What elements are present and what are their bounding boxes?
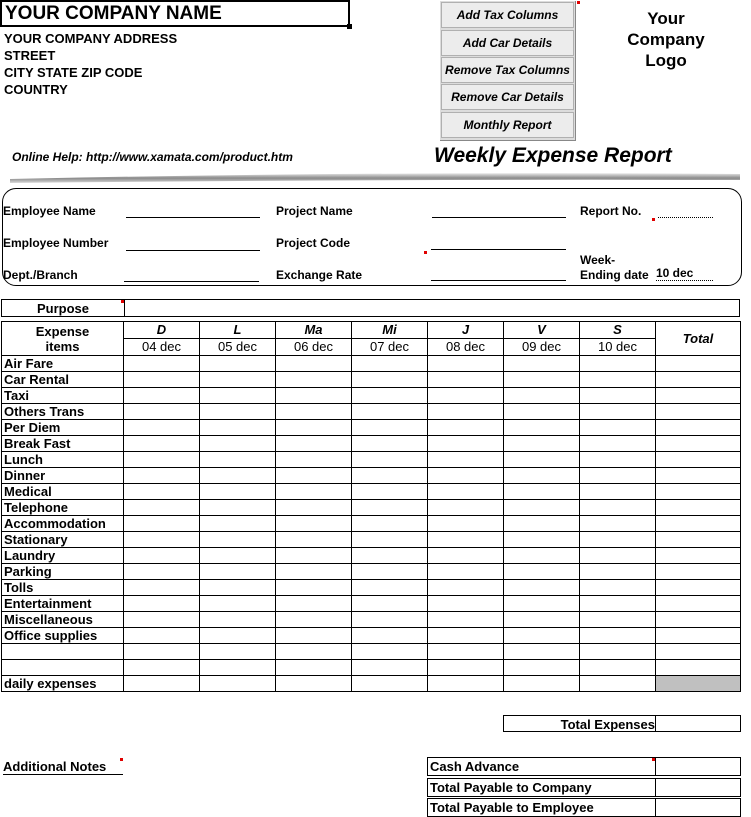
date-header: 09 dec <box>504 339 580 356</box>
expense-cell[interactable] <box>124 596 200 612</box>
table-row <box>2 612 741 628</box>
expense-cell[interactable] <box>276 612 352 628</box>
expense-cell[interactable] <box>200 356 276 372</box>
expense-items-header <box>2 322 124 356</box>
day-header: D <box>124 322 200 339</box>
title-swoosh <box>10 170 740 184</box>
day-header: Ma <box>276 322 352 339</box>
report-no-field[interactable] <box>658 203 713 218</box>
expense-cell[interactable] <box>428 484 504 500</box>
table-header-days <box>2 322 741 339</box>
payable-company-value[interactable] <box>656 779 740 796</box>
employee-name-label: Employee Name <box>3 204 96 218</box>
expense-cell[interactable] <box>200 500 276 516</box>
expense-cell[interactable] <box>580 404 656 420</box>
project-code-label: Project Code <box>276 236 351 250</box>
expense-cell[interactable] <box>200 532 276 548</box>
expense-cell[interactable] <box>656 404 741 420</box>
expense-cell[interactable] <box>200 628 276 644</box>
expense-cell[interactable] <box>656 596 741 612</box>
expense-cell[interactable] <box>124 468 200 484</box>
day-header: V <box>504 322 580 339</box>
expense-cell[interactable] <box>352 548 428 564</box>
expense-cell[interactable] <box>352 516 428 532</box>
expense-category: Lunch <box>2 452 124 468</box>
expense-cell[interactable] <box>656 388 741 404</box>
comment-marker <box>652 758 655 761</box>
expense-cell[interactable] <box>656 436 741 452</box>
employee-number-field[interactable] <box>126 236 260 251</box>
table-row <box>2 388 741 404</box>
expense-category: Car Rental <box>2 372 124 388</box>
day-header: J <box>428 322 504 339</box>
expense-cell[interactable] <box>352 644 428 660</box>
expense-cell[interactable] <box>352 564 428 580</box>
date-header: 04 dec <box>124 339 200 356</box>
logo-line-2: Company <box>627 30 705 49</box>
company-country: COUNTRY <box>4 82 68 97</box>
total-expenses-row <box>503 715 741 732</box>
total-column-header: Total <box>656 322 741 356</box>
expense-cell[interactable] <box>428 388 504 404</box>
daily-expenses-row <box>2 676 741 692</box>
expense-cell[interactable] <box>656 580 741 596</box>
expense-cell[interactable] <box>580 580 656 596</box>
total-expenses-value[interactable] <box>656 716 740 731</box>
expense-cell[interactable] <box>200 612 276 628</box>
expense-cell[interactable] <box>200 484 276 500</box>
expense-cell[interactable] <box>124 420 200 436</box>
expense-cell[interactable] <box>428 468 504 484</box>
expense-cell[interactable] <box>200 516 276 532</box>
purpose-divider <box>124 300 125 316</box>
expense-cell[interactable] <box>124 484 200 500</box>
expense-cell[interactable] <box>124 404 200 420</box>
expense-cell[interactable] <box>504 660 580 676</box>
expense-category: Air Fare <box>2 356 124 372</box>
expense-cell[interactable] <box>124 516 200 532</box>
expense-cell[interactable] <box>580 436 656 452</box>
daily-total-cell[interactable] <box>276 676 352 692</box>
expense-cell[interactable] <box>504 420 580 436</box>
expense-cell[interactable] <box>580 564 656 580</box>
expense-cell[interactable] <box>504 484 580 500</box>
daily-total-cell[interactable] <box>656 676 741 692</box>
expense-cell[interactable] <box>428 612 504 628</box>
expense-cell[interactable] <box>124 356 200 372</box>
employee-number-label: Employee Number <box>3 236 109 250</box>
expense-category: Miscellaneous <box>2 612 124 628</box>
week-ending-date-field[interactable]: 10 dec <box>656 266 713 281</box>
expense-cell[interactable] <box>200 452 276 468</box>
expense-cell[interactable] <box>580 516 656 532</box>
expense-category: Entertainment <box>2 596 124 612</box>
expense-cell[interactable] <box>656 452 741 468</box>
project-name-label: Project Name <box>276 204 353 218</box>
expense-cell[interactable] <box>276 356 352 372</box>
expense-cell[interactable] <box>428 644 504 660</box>
expense-cell[interactable] <box>580 500 656 516</box>
expense-cell[interactable] <box>504 532 580 548</box>
day-header: L <box>200 322 276 339</box>
expense-cell[interactable] <box>504 548 580 564</box>
table-row <box>2 660 741 676</box>
expense-cell[interactable] <box>200 372 276 388</box>
expense-cell[interactable] <box>428 532 504 548</box>
payable-employee-value[interactable] <box>656 799 740 816</box>
expense-cell[interactable] <box>352 436 428 452</box>
expense-category: Dinner <box>2 468 124 484</box>
expense-cell[interactable] <box>656 420 741 436</box>
expense-cell[interactable] <box>124 436 200 452</box>
payable-employee-label: Total Payable to Employee <box>430 800 594 815</box>
comment-marker <box>120 758 123 761</box>
table-row <box>2 532 741 548</box>
date-header: 10 dec <box>580 339 656 356</box>
table-row <box>2 548 741 564</box>
date-header: 06 dec <box>276 339 352 356</box>
expense-cell[interactable] <box>656 356 741 372</box>
expense-cell[interactable] <box>656 644 741 660</box>
expense-cell[interactable] <box>656 628 741 644</box>
expense-cell[interactable] <box>200 548 276 564</box>
date-header: 07 dec <box>352 339 428 356</box>
cash-advance-value[interactable] <box>656 758 740 775</box>
week-ending-label-2: Ending date <box>580 268 649 282</box>
company-name[interactable]: YOUR COMPANY NAME <box>0 0 350 27</box>
expense-cell[interactable] <box>656 500 741 516</box>
expense-cell[interactable] <box>656 468 741 484</box>
table-row <box>2 500 741 516</box>
expense-cell[interactable] <box>276 500 352 516</box>
expense-cell[interactable] <box>428 564 504 580</box>
expense-cell[interactable] <box>276 388 352 404</box>
expense-cell[interactable] <box>504 404 580 420</box>
expense-cell[interactable] <box>428 356 504 372</box>
expense-cell[interactable] <box>276 420 352 436</box>
expense-cell[interactable] <box>428 596 504 612</box>
expense-cell[interactable] <box>276 644 352 660</box>
total-expenses-label: Total Expenses <box>560 717 655 732</box>
comment-marker <box>121 300 124 303</box>
expense-cell[interactable] <box>428 500 504 516</box>
expense-cell[interactable] <box>580 420 656 436</box>
day-header: Mi <box>352 322 428 339</box>
expense-cell[interactable] <box>504 468 580 484</box>
daily-total-cell[interactable] <box>200 676 276 692</box>
expense-cell[interactable] <box>580 388 656 404</box>
expense-cell[interactable] <box>352 660 428 676</box>
expense-cell[interactable] <box>124 388 200 404</box>
expense-cell[interactable] <box>504 388 580 404</box>
dept-branch-field[interactable] <box>124 267 259 282</box>
table-row <box>2 484 741 500</box>
expense-cell[interactable] <box>428 516 504 532</box>
expense-cell[interactable] <box>124 372 200 388</box>
expense-cell[interactable] <box>276 548 352 564</box>
expense-cell[interactable] <box>504 628 580 644</box>
expense-cell[interactable] <box>352 356 428 372</box>
expense-cell[interactable] <box>276 468 352 484</box>
table-row <box>2 420 741 436</box>
expense-cell[interactable] <box>656 612 741 628</box>
expense-cell[interactable] <box>124 612 200 628</box>
expense-category: Accommodation <box>2 516 124 532</box>
expense-category: Stationary <box>2 532 124 548</box>
employee-name-field[interactable] <box>126 203 260 218</box>
expense-cell[interactable] <box>580 468 656 484</box>
expense-cell[interactable] <box>276 580 352 596</box>
expense-cell[interactable] <box>656 372 741 388</box>
expense-cell[interactable] <box>276 660 352 676</box>
payable-employee-row <box>427 798 741 817</box>
report-no-label: Report No. <box>580 204 642 218</box>
expense-cell[interactable] <box>276 596 352 612</box>
expense-cell[interactable] <box>352 484 428 500</box>
expense-cell[interactable] <box>200 596 276 612</box>
expense-cell[interactable] <box>504 452 580 468</box>
remove-car-details-button[interactable]: Remove Car Details <box>441 84 574 110</box>
expense-cell[interactable] <box>428 436 504 452</box>
expense-cell[interactable] <box>124 532 200 548</box>
expense-cell[interactable] <box>352 404 428 420</box>
expense-cell[interactable] <box>276 436 352 452</box>
table-row <box>2 628 741 644</box>
expense-cell[interactable] <box>580 612 656 628</box>
expense-category: Tolls <box>2 580 124 596</box>
expense-cell[interactable] <box>200 388 276 404</box>
daily-total-cell[interactable] <box>580 676 656 692</box>
expense-cell[interactable] <box>504 372 580 388</box>
report-title: Weekly Expense Report <box>434 144 672 167</box>
exchange-rate-field[interactable] <box>431 266 566 281</box>
expense-category: Medical <box>2 484 124 500</box>
expense-cell[interactable] <box>428 548 504 564</box>
expense-cell[interactable] <box>656 548 741 564</box>
expense-cell[interactable] <box>352 628 428 644</box>
expense-cell[interactable] <box>580 484 656 500</box>
expense-cell[interactable] <box>580 644 656 660</box>
expense-cell[interactable] <box>580 628 656 644</box>
table-row <box>2 596 741 612</box>
table-row <box>2 644 741 660</box>
comment-marker <box>652 218 655 221</box>
expense-cell[interactable] <box>504 596 580 612</box>
purpose-label: Purpose <box>36 301 89 316</box>
expense-cell[interactable] <box>580 596 656 612</box>
expense-cell[interactable] <box>124 548 200 564</box>
expense-category: Taxi <box>2 388 124 404</box>
expense-cell[interactable] <box>352 500 428 516</box>
expense-category <box>2 660 124 676</box>
expense-cell[interactable] <box>504 356 580 372</box>
table-row <box>2 516 741 532</box>
expense-cell[interactable] <box>428 628 504 644</box>
expense-cell[interactable] <box>504 500 580 516</box>
expense-cell[interactable] <box>276 452 352 468</box>
expense-cell[interactable] <box>276 564 352 580</box>
expense-cell[interactable] <box>504 644 580 660</box>
date-header: 05 dec <box>200 339 276 356</box>
expense-items-header-line1: Expense <box>35 323 90 339</box>
comment-marker <box>424 251 427 254</box>
table-row <box>2 372 741 388</box>
expense-cell[interactable] <box>504 580 580 596</box>
expense-table <box>1 321 741 692</box>
expense-cell[interactable] <box>200 468 276 484</box>
expense-category: Others Trans <box>2 404 124 420</box>
expense-cell[interactable] <box>580 452 656 468</box>
project-name-field[interactable] <box>432 203 566 218</box>
table-row <box>2 452 741 468</box>
expense-cell[interactable] <box>428 580 504 596</box>
expense-cell[interactable] <box>200 564 276 580</box>
payable-company-label: Total Payable to Company <box>430 780 592 795</box>
table-row <box>2 436 741 452</box>
expense-cell[interactable] <box>352 612 428 628</box>
expense-cell[interactable] <box>200 580 276 596</box>
expense-cell[interactable] <box>200 660 276 676</box>
expense-cell[interactable] <box>352 420 428 436</box>
add-tax-columns-button[interactable]: Add Tax Columns <box>441 2 574 28</box>
expense-cell[interactable] <box>352 452 428 468</box>
daily-expenses-label: daily expenses <box>2 676 124 692</box>
comment-marker <box>577 1 580 4</box>
company-street: STREET <box>4 48 56 63</box>
expense-category: Break Fast <box>2 436 124 452</box>
expense-cell[interactable] <box>428 420 504 436</box>
expense-category <box>2 644 124 660</box>
expense-cell[interactable] <box>504 612 580 628</box>
expense-cell[interactable] <box>276 628 352 644</box>
expense-cell[interactable] <box>428 372 504 388</box>
expense-cell[interactable] <box>352 580 428 596</box>
expense-cell[interactable] <box>200 404 276 420</box>
expense-cell[interactable] <box>124 644 200 660</box>
expense-category: Telephone <box>2 500 124 516</box>
table-row <box>2 468 741 484</box>
expense-cell[interactable] <box>124 660 200 676</box>
purpose-row[interactable] <box>1 299 740 317</box>
online-help-link[interactable]: Online Help: http://www.xamata.com/product.htm <box>12 150 293 164</box>
logo-line-3: Logo <box>645 51 687 70</box>
table-row <box>2 404 741 420</box>
expense-cell[interactable] <box>580 548 656 564</box>
week-ending-label-1: Week- <box>580 253 616 267</box>
logo-line-1: Your <box>647 9 685 28</box>
expense-cell[interactable] <box>276 404 352 420</box>
expense-cell[interactable] <box>352 372 428 388</box>
monthly-report-button[interactable]: Monthly Report <box>441 112 574 138</box>
cash-advance-label: Cash Advance <box>430 759 520 774</box>
daily-total-cell[interactable] <box>428 676 504 692</box>
expense-cell[interactable] <box>124 452 200 468</box>
expense-cell[interactable] <box>504 516 580 532</box>
expense-cell[interactable] <box>656 484 741 500</box>
daily-total-cell[interactable] <box>124 676 200 692</box>
payable-company-row <box>427 778 741 797</box>
company-city: CITY STATE ZIP CODE <box>4 65 143 80</box>
expense-cell[interactable] <box>124 564 200 580</box>
daily-total-cell[interactable] <box>352 676 428 692</box>
expense-category: Office supplies <box>2 628 124 644</box>
expense-cell[interactable] <box>276 532 352 548</box>
expense-cell[interactable] <box>428 452 504 468</box>
table-row <box>2 356 741 372</box>
remove-tax-columns-button[interactable]: Remove Tax Columns <box>441 57 574 83</box>
project-code-field[interactable] <box>431 235 566 250</box>
expense-cell[interactable] <box>200 420 276 436</box>
expense-cell[interactable] <box>276 484 352 500</box>
expense-cell[interactable] <box>276 516 352 532</box>
expense-cell[interactable] <box>124 628 200 644</box>
expense-cell[interactable] <box>656 516 741 532</box>
expense-cell[interactable] <box>124 500 200 516</box>
expense-cell[interactable] <box>352 596 428 612</box>
expense-cell[interactable] <box>200 644 276 660</box>
expense-cell[interactable] <box>428 404 504 420</box>
table-row <box>2 580 741 596</box>
expense-cell[interactable] <box>428 660 504 676</box>
expense-cell[interactable] <box>200 436 276 452</box>
dept-branch-label: Dept./Branch <box>3 268 78 282</box>
expense-cell[interactable] <box>580 356 656 372</box>
expense-cell[interactable] <box>276 372 352 388</box>
expense-cell[interactable] <box>352 468 428 484</box>
table-row <box>2 564 741 580</box>
expense-cell[interactable] <box>580 372 656 388</box>
expense-cell[interactable] <box>580 660 656 676</box>
expense-items-header-line2: items <box>45 338 80 354</box>
daily-total-cell[interactable] <box>504 676 580 692</box>
expense-cell[interactable] <box>504 564 580 580</box>
expense-cell[interactable] <box>352 532 428 548</box>
additional-notes-label: Additional Notes <box>3 759 123 775</box>
expense-category: Per Diem <box>2 420 124 436</box>
company-logo <box>596 8 736 71</box>
expense-cell[interactable] <box>504 436 580 452</box>
expense-cell[interactable] <box>124 580 200 596</box>
cash-advance-row <box>427 757 741 776</box>
expense-cell[interactable] <box>580 532 656 548</box>
company-address: YOUR COMPANY ADDRESS <box>4 31 178 46</box>
expense-cell[interactable] <box>656 660 741 676</box>
expense-cell[interactable] <box>656 532 741 548</box>
date-header: 08 dec <box>428 339 504 356</box>
exchange-rate-label: Exchange Rate <box>276 268 363 282</box>
day-header: S <box>580 322 656 339</box>
expense-category: Laundry <box>2 548 124 564</box>
add-car-details-button[interactable]: Add Car Details <box>441 30 574 56</box>
expense-cell[interactable] <box>352 388 428 404</box>
expense-category: Parking <box>2 564 124 580</box>
expense-cell[interactable] <box>656 564 741 580</box>
